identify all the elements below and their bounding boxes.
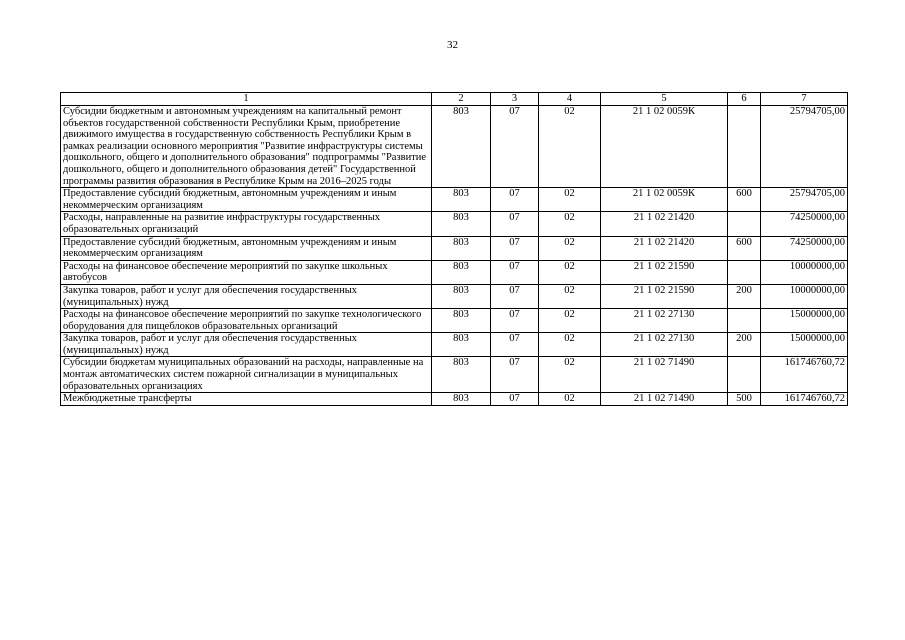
row-col2: 803 <box>432 393 491 406</box>
row-amount: 161746760,72 <box>761 357 848 393</box>
row-col3: 07 <box>491 260 539 284</box>
budget-table <box>60 92 848 406</box>
row-col5: 21 1 02 71490 <box>601 393 728 406</box>
row-name: Закупка товаров, работ и услуг для обеспечения государственных (муниципальных) нужд <box>61 284 432 308</box>
row-amount: 15000000,00 <box>761 333 848 357</box>
row-col3: 07 <box>491 284 539 308</box>
row-col3: 07 <box>491 212 539 236</box>
row-col6 <box>728 212 761 236</box>
row-col3: 07 <box>491 357 539 393</box>
table-row <box>61 357 848 393</box>
row-col2: 803 <box>432 333 491 357</box>
table-row <box>61 333 848 357</box>
row-col6: 600 <box>728 236 761 260</box>
row-col3: 07 <box>491 309 539 333</box>
row-col6: 200 <box>728 284 761 308</box>
row-col5: 21 1 02 27130 <box>601 309 728 333</box>
row-col4: 02 <box>539 284 601 308</box>
table-row <box>61 212 848 236</box>
row-col2: 803 <box>432 106 491 188</box>
row-col3: 07 <box>491 393 539 406</box>
row-col4: 02 <box>539 357 601 393</box>
row-name: Расходы на финансовое обеспечение мероприятий по закупке школьных автобусов <box>61 260 432 284</box>
row-name: Предоставление субсидий бюджетным, автономным учреждениям и иным некоммерческим организациям <box>61 188 432 212</box>
row-col5: 21 1 02 21420 <box>601 236 728 260</box>
row-col5: 21 1 02 21590 <box>601 260 728 284</box>
row-col6: 600 <box>728 188 761 212</box>
row-col6 <box>728 260 761 284</box>
row-col2: 803 <box>432 309 491 333</box>
row-amount: 74250000,00 <box>761 212 848 236</box>
row-col3: 07 <box>491 106 539 188</box>
page-number: 32 <box>447 39 458 51</box>
row-col4: 02 <box>539 188 601 212</box>
table-row <box>61 236 848 260</box>
row-col4: 02 <box>539 333 601 357</box>
row-col6 <box>728 357 761 393</box>
row-col2: 803 <box>432 260 491 284</box>
header-col-1: 1 <box>61 93 432 106</box>
row-col5: 21 1 02 71490 <box>601 357 728 393</box>
row-col3: 07 <box>491 236 539 260</box>
row-col4: 02 <box>539 236 601 260</box>
row-amount: 10000000,00 <box>761 284 848 308</box>
row-col4: 02 <box>539 106 601 188</box>
table-row <box>61 309 848 333</box>
row-name: Расходы, направленные на развитие инфраструктуры государственных образовательных организаций <box>61 212 432 236</box>
table-row <box>61 393 848 406</box>
row-col5: 21 1 02 21590 <box>601 284 728 308</box>
row-col6 <box>728 309 761 333</box>
row-col3: 07 <box>491 333 539 357</box>
row-name: Субсидии бюджетам муниципальных образований на расходы, направленные на монтаж автоматических систем пожарной сигнализации в муниципальных образовательных организациях <box>61 357 432 393</box>
row-col4: 02 <box>539 309 601 333</box>
row-name: Закупка товаров, работ и услуг для обеспечения государственных (муниципальных) нужд <box>61 333 432 357</box>
header-col-6: 6 <box>728 93 761 106</box>
table-row <box>61 284 848 308</box>
row-col4: 02 <box>539 393 601 406</box>
row-col6 <box>728 106 761 188</box>
header-row <box>61 93 848 106</box>
row-amount: 25794705,00 <box>761 106 848 188</box>
row-col4: 02 <box>539 260 601 284</box>
row-col5: 21 1 02 27130 <box>601 333 728 357</box>
header-col-4: 4 <box>539 93 601 106</box>
header-col-5: 5 <box>601 93 728 106</box>
row-amount: 161746760,72 <box>761 393 848 406</box>
row-name: Межбюджетные трансферты <box>61 393 432 406</box>
row-col5: 21 1 02 0059К <box>601 106 728 188</box>
row-amount: 10000000,00 <box>761 260 848 284</box>
row-name: Субсидии бюджетным и автономным учреждениям на капитальный ремонт объектов государственной собственности Республики Крым, приобретение движимого имущества в государственную собственность Республики Крым в рамках реализации основного мероприятия "Развитие инфраструктуры системы дошкольного, общего и дополнительного образования" подпрограммы "Развитие дошкольного, общего и дополнительного образования детей" Государственной программы развития образования в Республике Крым на 2016–2025 годы <box>61 106 432 188</box>
row-col6: 500 <box>728 393 761 406</box>
header-col-2: 2 <box>432 93 491 106</box>
table-row <box>61 188 848 212</box>
row-col2: 803 <box>432 212 491 236</box>
row-col6: 200 <box>728 333 761 357</box>
row-col3: 07 <box>491 188 539 212</box>
header-col-3: 3 <box>491 93 539 106</box>
header-col-7: 7 <box>761 93 848 106</box>
row-amount: 25794705,00 <box>761 188 848 212</box>
row-col2: 803 <box>432 284 491 308</box>
row-col2: 803 <box>432 236 491 260</box>
table-row <box>61 106 848 188</box>
table-row <box>61 260 848 284</box>
row-col2: 803 <box>432 357 491 393</box>
row-col5: 21 1 02 0059К <box>601 188 728 212</box>
row-col4: 02 <box>539 212 601 236</box>
row-amount: 74250000,00 <box>761 236 848 260</box>
row-name: Расходы на финансовое обеспечение мероприятий по закупке технологического оборудования для пищеблоков образовательных организаций <box>61 309 432 333</box>
row-col5: 21 1 02 21420 <box>601 212 728 236</box>
row-col2: 803 <box>432 188 491 212</box>
row-amount: 15000000,00 <box>761 309 848 333</box>
row-name: Предоставление субсидий бюджетным, автономным учреждениям и иным некоммерческим организациям <box>61 236 432 260</box>
